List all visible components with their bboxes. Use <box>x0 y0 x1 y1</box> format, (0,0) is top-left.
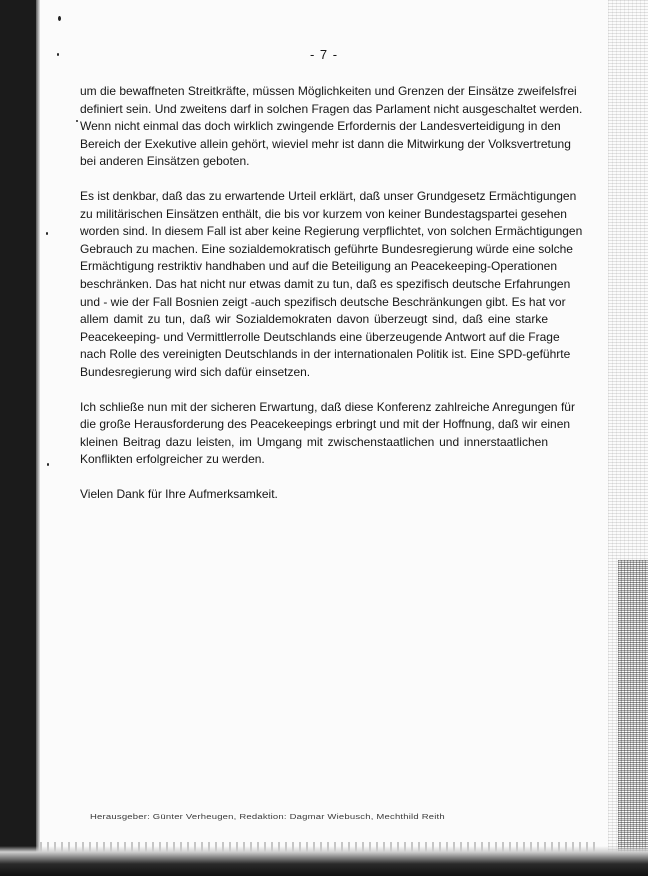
letter-body <box>80 83 583 520</box>
text-line: Ermächtigung restriktiv handhaben und auf die Beteiligung an Peacekeeping-Operationen <box>80 259 557 274</box>
scan-speck <box>46 232 48 235</box>
text-line: um die bewaffneten Streitkräfte, müssen Möglichkeiten und Grenzen der Einsätze zweifelsfrei <box>80 84 577 98</box>
text-line: beschränken. Das hat nicht nur etwas damit zu tun, daß es spezifisch deutsche Erfahrungen <box>80 276 571 291</box>
scan-speck <box>76 120 78 122</box>
text-line: zu militärischen Einsätzen enthält, die bis vor kurzem von keiner Bundestagspartei gesehen <box>80 206 567 221</box>
scan-bottom-band <box>0 846 648 876</box>
text-line: kleinen Beitrag dazu leisten, im Umgang mit zwischenstaatlichen und innerstaatlichen <box>80 434 548 449</box>
text-line: Gebrauch zu machen. Eine sozialdemokratisch geführte Bundesregierung würde eine solche <box>80 241 573 256</box>
scan-binding-edge <box>0 0 36 876</box>
text-line: bei anderen Einsätzen geboten. <box>80 154 250 169</box>
text-line: Peacekeeping- und Vermittlerrolle Deutschlands eine überzeugende Antwort auf die Frage <box>80 329 560 344</box>
text-line: Vielen Dank für Ihre Aufmerksamkeit. <box>80 486 278 501</box>
text-line: die große Herausforderung des Peacekeepings erbringt und mit der Hoffnung, daß wir einen <box>80 417 571 432</box>
text-line: Ich schließe nun mit der sicheren Erwartung, daß diese Konferenz zahlreiche Anregungen für <box>80 399 575 414</box>
text-line: Es ist denkbar, daß das zu erwartende Urteil erklärt, daß unser Grundgesetz Ermächtigungen <box>80 188 577 203</box>
text-line: und - wie der Fall Bosnien zeigt -auch spezifisch deutsche Beschränkungen gibt. Es hat vor <box>80 294 566 309</box>
paragraph-closing <box>80 399 575 469</box>
scan-noise-right-lower <box>618 560 648 876</box>
scan-speck <box>58 16 61 21</box>
paragraph-mandate <box>80 83 583 171</box>
page-number: - 7 - <box>309 47 339 62</box>
text-line: allem damit zu tun, daß wir Sozialdemokraten davon überzeugt sind, daß eine starke <box>80 312 548 327</box>
paragraph-court-ruling <box>80 188 583 382</box>
publisher-footer: Herausgeber: Günter Verheugen, Redaktion: Dagmar Wiebusch, Mechthild Reith <box>90 813 445 822</box>
scan-binding-shadow <box>36 0 40 876</box>
paragraph-thanks <box>80 486 548 504</box>
text-line: Bereich der Exekutive allein gehört, wieviel mehr ist dann die Mitwirkung der Volksvertretung <box>80 136 571 151</box>
text-line: Konflikten erfolgreicher zu werden. <box>80 452 265 467</box>
text-line: definiert sein. Und zweitens darf in solchen Fragen das Parlament nicht ausgeschaltet werden. <box>80 101 583 116</box>
scan-speck <box>47 463 49 466</box>
text-line: Wenn nicht einmal das doch wirklich zwingende Erfordernis der Landesverteidigung in den <box>80 119 561 134</box>
text-line: worden sind. In diesem Fall ist aber keine Regierung verpflichtet, von solchen Ermächtigungen <box>80 224 583 239</box>
text-line: Bundesregierung wird sich dafür einsetzen. <box>80 364 311 379</box>
text-line: nach Rolle des vereinigten Deutschlands in der internationalen Politik ist. Eine SPD-geführte <box>80 347 571 362</box>
